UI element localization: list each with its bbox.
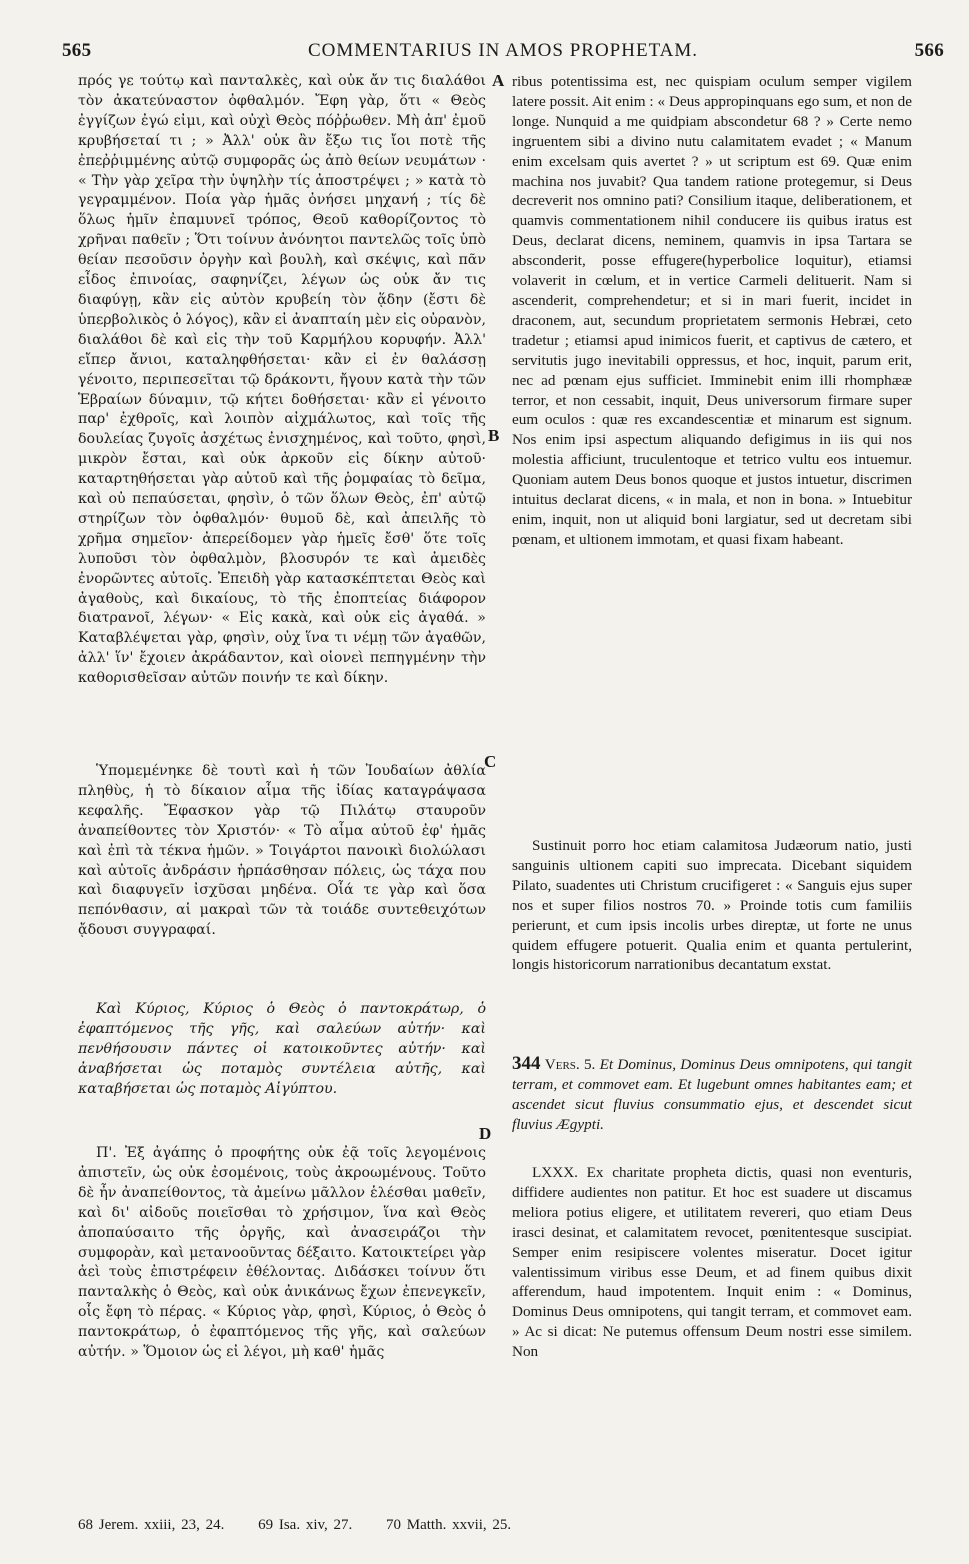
greek-verse-text: Καὶ Κύριος, Κύριος ὁ Θεὸς ὁ παντοκράτωρ, ὁ ἐφαπτόμενος τῆς γῆς, καὶ σαλεύων αὐτήν· καὶ πενθήσουσιν πάντες οἱ κατοικοῦντες αὐτήν· καὶ ἀναβήσεται ὡς ποταμὸς συντέλεια αὐτῆς, καὶ καταβήσεται ὡς ποταμὸς Αἰγύπτου. — [78, 1001, 486, 1097]
page-number-right: 566 — [914, 40, 944, 61]
latin-verse-text: Et Dominus, Dominus Deus omnipotens, qui tangit terram, et commovet eam. Et lugebunt omnes habitantes eam; et ascendet sicut fluvius consummatio ejus, et descendet sicut fluvius Ægypti. — [512, 1056, 913, 1133]
latin-paragraph-2 — [512, 836, 912, 975]
greek-paragraph-1 — [78, 72, 486, 689]
latin-paragraph-3 — [512, 1054, 912, 1135]
footnote-70: 70 Matth. xxvii, 25. — [386, 1517, 512, 1533]
latin-text-2: Sustinuit porro hoc etiam calamitosa Judæorum natio, justi sanguinis ultionem capiti suo imprecata. Dicebant siquidem Pilato, suadentes uti Christum crucifigeret : « Sanguis ejus super nos et super filios nostros 70. » Proinde totis cum familiis perierunt, et cum ipsis incolis urbes direptæ, ut forte ne unus quidem effugere potuerit. Qualia enim et quanta pertulerint, longis historicorum narrationibus decantatum exstat. — [512, 837, 912, 974]
running-title: COMMENTARIUS IN AMOS PROPHETAM. — [307, 40, 699, 61]
greek-paragraph-2 — [78, 762, 486, 941]
greek-paragraph-3 — [78, 1000, 486, 1100]
greek-text-2: Ὑπομεμένηκε δὲ τουτὶ καὶ ἡ τῶν Ἰουδαίων ἀθλία πληθὺς, ἡ τὸ δίκαιον αἷμα τῆς ἰδίας καταγράψασα κεφαλῆς. Ἔφασκον γὰρ τῷ Πιλάτῳ σταυροῦν ἀναπείθοντες τὸν Χριστόν· « Τὸ αἷμα αὐτοῦ ἐφ' ἡμᾶς καὶ ἐπὶ τὰ τέκνα ἡμῶν. » Τοιγάρτοι πανοικὶ διολώλασι καὶ αὐτοῖς ἀνδράσιν ἡρπάσθησαν πόλεις, ὡς τάχα που καὶ διαφυγεῖν ἰσχῦσαι μηδένα. Οἷά τε γὰρ καὶ ὅσα πεπόνθασιν, αἱ μακραὶ τῶν τὰ τοιάδε συντεθειχότων ᾄδουσι συγγραφαί. — [78, 763, 486, 939]
margin-marker-b: B — [488, 426, 500, 445]
latin-text-1: ribus potentissima est, nec quispiam oculum semper vigilem latere possit. Ait enim : « Deus appropinquans ego sum, et non de longe. Nunquid a me quidpiam abscondetur 68 ? » Certe nemo ingruentem sibi a divino nutu calamitatem evadet ; « Manum enim excelsam quis avertet ? » ut scriptum est 69. Quæ enim machina nos juvabit? Qua tandem ratione protegemur, si Deus decreverit nos omnino pati? Consilium itaque, deliberationem, et quamvis commentationem nihil conducere iis quibus iratus est Deus, declarat dicens, neminem, quamvis in ipsa Tartara se absconderit, posse effugere(hyperbolice loquitur), etiamsi volaverit in cœlum, et in vertice Carmeli delituerit. Nam si ascenderit, comprehendetur; et si in mari fuerit, incidet in draconem, aut, secundum proprietatem sermonis Hebræi, ceto tradetur ; etiamsi apud inimicos fuerit, et captivus de cætero, et servitutis jugo inevitabili oppressus, et hoc, inquit, parum erit, nec ad pœnam ejus sufficiet. Imminebit enim illi rhomphææ terror, et non cessabit, inquit, Deus universorum firmare super eum oculos : quæ res excandescentiæ et minarum est signum. Nos enim ipsi aspectum aliquando defigimus in iis qui nos molestia afficiunt, truculentoque et tetrico vultu eos intuemur. Quoniam autem Deus bonos quoque et justos intuetur, discrimen intuitus declarat dicens, « in mala, et non in bona. » Intuebitur enim, inquit, non ut aliquid boni largiatur, sed ut decretam sibi pœnam, et ultionem immotam, et quasi fixam habeant. — [512, 73, 912, 548]
page-number-left: 565 — [62, 40, 92, 61]
greek-text-1: πρός γε τούτῳ καὶ πανταλκὲς, καὶ οὐκ ἄν τις διαλάθοι τὸν ἀκατεύναστον ὀφθαλμόν. Ἔφη γὰρ, ὅτι « Θεὸς ἐγγίζων ἐγώ εἰμι, καὶ οὐχὶ Θεὸς πόῤῥωθεν. Μὴ ἀπ' ἐμοῦ κρυβήσεταί τι ; » Ἀλλ' οὐκ ἂν ἔξω τις ἴοι ποτὲ τῆς ἐπεῤῥιμμένης αὐτῷ συμφορᾶς ὡς ἀπὸ θείων νευμάτων · « Τὴν γὰρ χεῖρα τὴν ὑψηλὴν τίς ἀποστρέψει ; » κατὰ τὸ γεγραμμένον. Ποία γὰρ ἡμᾶς ὀνήσει μηχανή ; τίς δὲ ὅλως ἡμῖν ἐπαμυνεῖ τρόπος, Θεοῦ καθορίζοντος τὸ χρῆναι παθεῖν ; Ὅτι τοίνυν ἀνόνητοι παντελῶς τοῖς ὑπὸ θείαν πεσοῦσιν ὀργὴν καὶ βουλὴ, καὶ σκέψις, καὶ πᾶν εἶδος ἐπινοίας, σαφηνίζει, λέγων ὡς οὐκ ἄν τις διαφύγῃ, κἂν εἰς αὐτὸν κρυβείη τὸν ᾅδην (ἔστι δὲ ὑπερβολικὸς ὁ λόγος), κἂν εἰ ἀναπταίη μὲν εἰς οὐρανὸν, διαλάθοι δὲ καὶ εἰς τὴν τοῦ Καρμήλου κορυφήν. Ἀλλ' εἴπερ ἄνιοι, καταληφθήσεται· κἂν εἰ ἐν θαλάσσῃ γένοιτο, περιπεσεῖται τῷ δράκοντι, ἤγουν κατὰ τὴν τῶν Ἑβραίων δύναμιν, τῷ κήτει δοθήσεται· κἂν εἰ γένοιτο παρ' ἐχθροῖς, καὶ λοιπὸν αἰχμάλωτος, καὶ τοῖς τῆς δουλείας ζυγοῖς ἀσχέτως ἐνισχημένος, καὶ τοῦτο, φησὶ, μικρὸν ἔσται, καὶ οὐκ ἀρκοῦν εἰς δίκην αὐτοῦ· καταρτηθήσεται γὰρ αὐτοῦ καὶ τῆς ῥομφαίας τὸ δεῖμα, καὶ οὐ πεπαύσεται, φησὶν, ὁ τῶν ὅλων Θεὸς, ἐπ' αὐτῷ στηρίζων τὸν ὀφθαλμόν· θυμοῦ δὲ, καὶ ἀπειλῆς τὸ χρῆμα σημεῖον· ἀπερείδομεν γὰρ ἡμεῖς ἔσθ' ὅτε τοῖς λυποῦσι τὸν ὀφθαλμὸν, βλοσυρόν τε καὶ ἀμειδὲς ἐνορῶντες αὐτοῖς. Ἐπειδὴ γὰρ κατασκέπτεται Θεὸς καὶ ἀγαθοὺς, καὶ δικαίους, τὸ τῆς ἐποπτείας διάφορον διατρανοῖ, λέγων· « Εἰς κακὰ, καὶ οὐκ εἰς ἀγαθά. » Καταβλέψεται γὰρ, φησὶν, οὐχ ἵνα τι νέμῃ τῶν ἀγαθῶν, ἀλλ' ἵν' ἔχοιεν ἀκράδαντον, καὶ οἱονεὶ πεπηγμένην τὴν καθορισθεῖσαν αὐτῶν ποινήν τε καὶ δίκην. — [78, 73, 486, 687]
greek-paragraph-4 — [78, 1144, 486, 1363]
footnotes — [78, 1517, 944, 1534]
latin-paragraph-1 — [512, 72, 912, 550]
margin-marker-d: D — [479, 1124, 492, 1143]
footnote-69: 69 Isa. xiv, 27. — [258, 1517, 353, 1533]
footnote-68: 68 Jerem. xxiii, 23, 24. — [78, 1517, 225, 1533]
margin-marker-a: A — [492, 71, 505, 90]
section-number: 344 — [512, 1053, 541, 1074]
latin-verse — [512, 1054, 912, 1135]
page-header — [62, 40, 944, 66]
greek-text-4: Π'. Ἐξ ἀγάπης ὁ προφήτης οὐκ ἐᾷ τοῖς λεγομένοις ἀπιστεῖν, ὡς οὐκ ἐσομένοις, τοὺς ἀκροωμένους. Τοῦτο δὲ ἦν ἀναπείθοντος, τὰ ἀμείνω μᾶλλον ἑλέσθαι μαθεῖν, καὶ δι' αἰδοῦς ποιεῖσθαι τὸ χρήσιμον, ἵνα καὶ Θεὸς ἀποπαύσαιτο τῆς ὀργῆς, καὶ ἀνασειράζοι τὴν συμφορὰν, καὶ μετανοοῦντας δέξαιτο. Κατοικτείρει γὰρ ἀεὶ τοὺς ἐπιστρέφειν ἐθέλοντας. Διδάσκει τοίνυν ὅτι πανταλκὴς ὁ Θεὸς, καὶ οὐκ ἀνικάνως ἔχων ἐπενεγκεῖν, οἷς ἔφη τὸ πέρας. « Κύριος γὰρ, φησὶ, Κύριος, ὁ Θεὸς ὁ παντοκράτωρ, ὁ ἐφαπτόμενος τῆς γῆς, καὶ σαλεύων αὐτήν. » Ὅμοιον ὡς εἰ λέγοι, μὴ καθ' ἡμᾶς — [78, 1145, 486, 1361]
verse-reference: Vers. 5. — [544, 1056, 596, 1073]
margin-marker-c: C — [484, 752, 497, 771]
latin-paragraph-4 — [512, 1163, 912, 1362]
latin-text-4: LXXX. Ex charitate propheta dictis, quasi non eventuris, diffidere audientes non patitur. Et hoc est suadere ut discamus meliora potius eligere, et utilitatem revereri, quo etiam Deus irasci desinat, et calamitatem revocet, pœnitentesque suscipiat. Semper enim resipiscere volentes miseratur. Docet igitur valentissimum viribus esse Deum, et ad finem quibus dixit afferendum, haud impotentem. Inquit enim : « Dominus, Dominus Deus omnipotens, qui tangit terram, et commovet eam. » Ac si dicat: Ne putemus offensum Deum nostri esse similem. Non — [512, 1164, 912, 1361]
